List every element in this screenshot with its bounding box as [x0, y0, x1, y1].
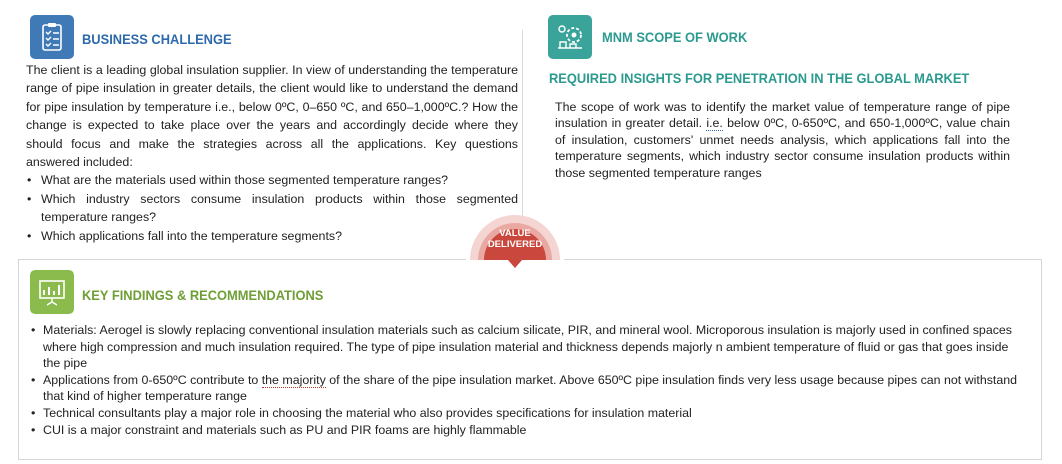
list-item: • Materials: Aerogel is slowly replacing conventional insulation materials such as calcium silicate, PIR, and mineral wool. Microporous insulation is majorly used in confined spaces where high compression and much insulation required. The type of pipe insulation material and thickness depends majorly n ambient temperature of fluid or gas that goes inside the pipe	[30, 322, 1025, 372]
finding-text-part: Applications from 0-650ºC contribute to	[43, 372, 262, 387]
list-item: • Technical consultants play a major role in choosing the material who also provides specifications for insulation material	[30, 405, 1025, 422]
badge-line-1: VALUE	[499, 228, 531, 239]
scope-text	[555, 99, 1010, 181]
findings-title: KEY FINDINGS & RECOMMENDATIONS	[82, 287, 324, 303]
scope-ie: i.e.	[706, 116, 723, 131]
business-challenge-text	[26, 61, 518, 245]
list-item: • What are the materials used within those segmented temperature ranges?	[26, 171, 518, 189]
scope-subtitle: REQUIRED INSIGHTS FOR PENETRATION IN THE GLOBAL MARKET	[549, 70, 970, 86]
checklist-icon	[30, 15, 74, 59]
badge-line-2: DELIVERED	[487, 239, 543, 250]
list-item: • Which applications fall into the temperature segments?	[26, 227, 518, 245]
finding-highlight: the majority	[261, 372, 326, 387]
key-questions-list	[26, 171, 518, 245]
gear-flow-icon	[548, 15, 592, 59]
list-item: • CUI is a major constraint and materials such as PU and PIR foams are highly flammable	[30, 422, 1025, 439]
scope-text-part: below 0ºC, 0-650ºC, and 650-1,000ºC, value chain of insulation, customers' unmet needs analysis, which applications fall into the temperature segments, which industry sector consume insulation products within those segmented temperature ranges	[555, 116, 1010, 180]
list-item	[30, 372, 1025, 405]
scope-text-part: The scope of work was to identify the market value of temperature range of pipe insulation in greater detail.	[555, 100, 1010, 131]
findings-list	[30, 322, 1025, 438]
challenge-intro: The client is a leading global insulation supplier. In view of understanding the temperature range of pipe insulation in greater details, the client would like to understand the demand for pipe insulation by temperature i.e., below 0ºC, 0–650 ºC, and 650–1,000ºC.? How the change is expected to take place over the years and accordingly decide where they should focus and make the strategies across all the applications. Key questions answered included:	[26, 63, 518, 170]
presentation-chart-icon	[30, 270, 74, 314]
business-challenge-title: BUSINESS CHALLENGE	[82, 31, 232, 47]
scope-title: MNM SCOPE OF WORK	[602, 29, 748, 45]
list-item: • Which industry sectors consume insulation products within those segmented temperature ranges?	[26, 190, 518, 227]
finding-text-part: of the share of the pipe insulation market. Above 650ºC pipe insulation finds very less usage because pipes can not withstand that kind of higher temperature range	[43, 372, 1018, 404]
